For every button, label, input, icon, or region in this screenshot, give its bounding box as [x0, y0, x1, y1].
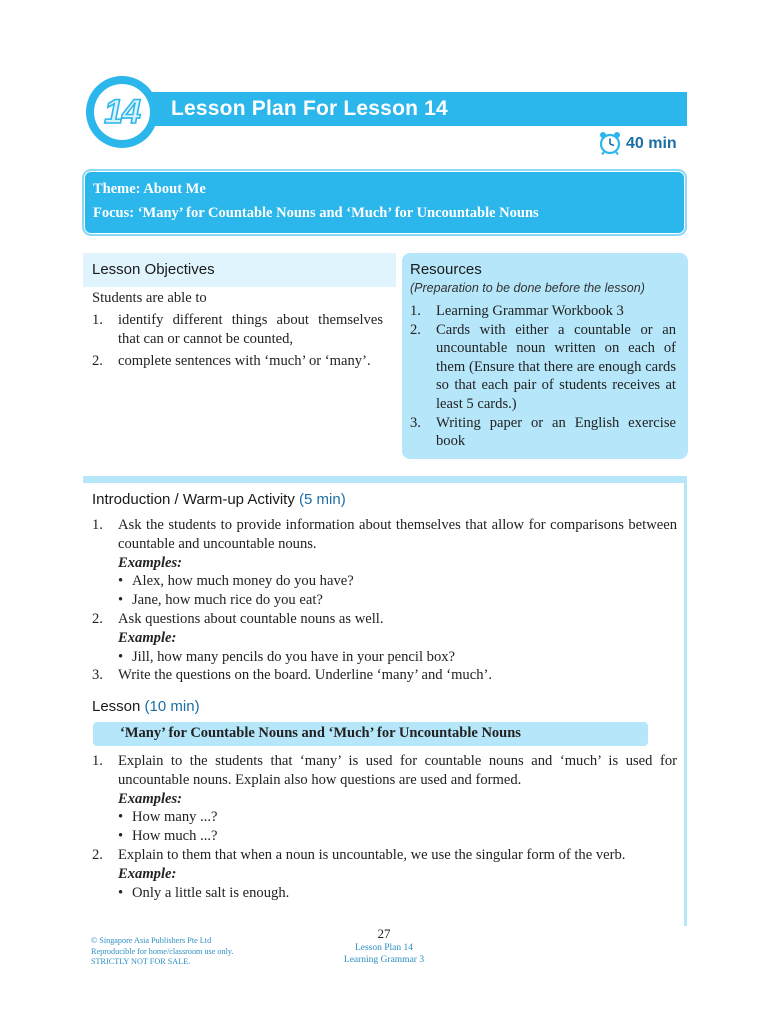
- theme-text: Theme: About Me: [93, 181, 206, 197]
- objectives-section: [92, 289, 383, 371]
- list-text: complete sentences with ‘much’ or ‘many’.: [118, 352, 371, 369]
- list-item: [118, 648, 677, 667]
- lesson-number: 14: [104, 93, 140, 131]
- alarm-clock-icon: [598, 129, 622, 160]
- objectives-heading: Lesson Objectives: [92, 261, 215, 278]
- resources-heading: Resources: [410, 261, 482, 278]
- intro-section: [92, 516, 677, 685]
- list-item: [92, 516, 677, 554]
- resources-note: (Preparation to be done before the lesson): [410, 281, 645, 295]
- theme-box: [82, 169, 687, 236]
- list-item: [118, 808, 677, 827]
- example-list: [118, 884, 677, 903]
- list-item: [118, 827, 677, 846]
- list-text: How many ...?: [132, 809, 218, 826]
- bullet: •: [118, 828, 124, 845]
- intro-time: (5 min): [299, 491, 346, 508]
- examples-list: [118, 572, 677, 610]
- list-item: [92, 752, 677, 790]
- intro-list: [92, 666, 677, 685]
- list-number: 1.: [410, 303, 421, 319]
- list-item: [410, 414, 676, 451]
- intro-list: [92, 610, 677, 629]
- footer-book: Learning Grammar 3: [343, 955, 425, 965]
- lesson-topic-title: ‘Many’ for Countable Nouns and ‘Much’ for Uncountable Nouns: [120, 725, 521, 741]
- list-text: Only a little salt is enough.: [132, 884, 290, 901]
- lesson-time: (10 min): [144, 698, 200, 715]
- intro-heading: [92, 491, 346, 508]
- bullet: •: [118, 573, 124, 590]
- list-text: identify different things about themselves that can or cannot be counted,: [118, 311, 383, 347]
- list-text: Write the questions on the board. Underline ‘many’ and ‘much’.: [118, 667, 493, 684]
- lesson-heading: [92, 698, 200, 715]
- list-item: [92, 352, 383, 372]
- lesson-section: [92, 752, 677, 902]
- copyright-line: © Singapore Asia Publishers Pte Ltd: [91, 936, 212, 945]
- footer-center: [300, 926, 468, 966]
- intro-heading-label: Introduction / Warm-up Activity: [92, 491, 295, 508]
- list-number: 1.: [92, 517, 103, 533]
- resources-list: [410, 302, 676, 451]
- reproducible-line: Reproducible for home/classroom use only.: [91, 946, 234, 956]
- footer-copyright: [91, 936, 234, 968]
- page-number: 27: [377, 926, 391, 941]
- examples-list: [118, 808, 677, 846]
- list-item: [118, 884, 677, 903]
- example-block: [118, 629, 677, 667]
- list-text: Jill, how many pencils do you have in your pencil box?: [132, 648, 456, 665]
- lesson-list: [92, 846, 677, 865]
- list-item: [410, 302, 676, 321]
- duration-label: 40 min: [626, 135, 677, 152]
- list-text: Explain to them that when a noun is uncountable, we use the singular form of the verb.: [118, 846, 626, 863]
- example-list: [118, 648, 677, 667]
- list-text: Writing paper or an English exercise book: [436, 414, 676, 450]
- lesson-list: [92, 752, 677, 790]
- list-item: [118, 572, 677, 591]
- bullet: •: [118, 592, 124, 609]
- list-text: Explain to the students that ‘many’ is used for countable nouns and ‘much’ is used for uncountable nouns. Explain also how questions are used and formed.: [118, 753, 677, 788]
- focus-text: Focus: ‘Many’ for Countable Nouns and ‘Much’ for Uncountable Nouns: [93, 205, 539, 221]
- example-label: Example:: [118, 865, 177, 882]
- footer-plan: Lesson Plan 14: [354, 943, 414, 953]
- objectives-intro: Students are able to: [92, 290, 207, 306]
- list-number: 2.: [410, 321, 421, 338]
- list-text: Jane, how much rice do you eat?: [132, 592, 323, 609]
- example-block: [118, 865, 677, 903]
- examples-block: [118, 554, 677, 610]
- list-number: 2.: [92, 610, 103, 627]
- list-text: Ask the students to provide information about themselves that allow for comparisons between countable and uncountable nouns.: [118, 517, 677, 552]
- section-frame-right: [684, 476, 687, 926]
- examples-block: [118, 790, 677, 846]
- bullet: •: [118, 884, 124, 901]
- list-number: 3.: [410, 414, 421, 431]
- list-item: [92, 846, 677, 865]
- list-item: [92, 610, 677, 629]
- list-number: 2.: [92, 846, 103, 863]
- list-text: Ask questions about countable nouns as well.: [118, 610, 384, 627]
- example-label: Example:: [118, 629, 177, 646]
- objectives-list: [92, 311, 383, 372]
- page-title: Lesson Plan For Lesson 14: [171, 97, 448, 120]
- list-item: [92, 666, 677, 685]
- list-text: How much ...?: [132, 828, 218, 845]
- list-number: 1.: [92, 311, 103, 328]
- list-number: 1.: [92, 753, 103, 769]
- examples-label: Examples:: [118, 790, 183, 807]
- list-text: Learning Grammar Workbook 3: [436, 303, 624, 319]
- list-item: [92, 311, 383, 350]
- examples-label: Examples:: [118, 554, 183, 571]
- list-item: [410, 321, 676, 414]
- not-for-sale-line: STRICTLY NOT FOR SALE.: [91, 957, 191, 966]
- resources-section: [410, 302, 676, 451]
- list-number: 3.: [92, 667, 103, 684]
- section-frame-top: [83, 476, 687, 483]
- duration-indicator: [598, 129, 677, 159]
- list-text: Cards with either a countable or an uncountable noun written on each of them (Ensure that there are enough cards so that each pair of students receives at least 5 cards.): [436, 321, 676, 412]
- list-item: [118, 591, 677, 610]
- bullet: •: [118, 809, 124, 826]
- list-number: 2.: [92, 352, 103, 369]
- list-text: Alex, how much money do you have?: [132, 573, 354, 590]
- intro-list: [92, 516, 677, 554]
- bullet: •: [118, 648, 124, 665]
- lesson-heading-label: Lesson: [92, 698, 141, 715]
